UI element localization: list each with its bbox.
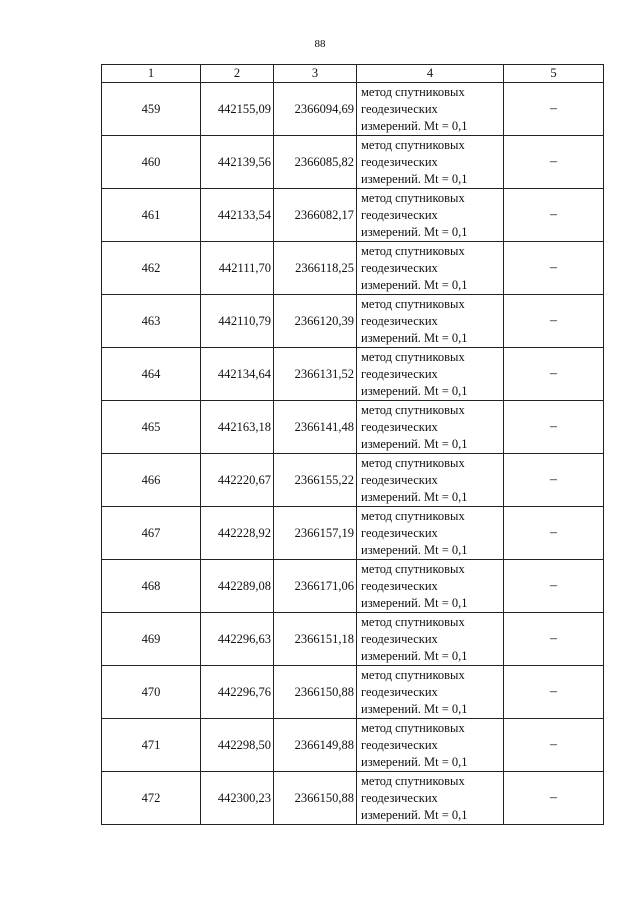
notes-cell: – [504, 295, 604, 348]
method-text-line: измерений. Mt = 0,1 [361, 171, 468, 186]
column-header: 3 [274, 65, 357, 83]
method-text-line: метод спутниковых [361, 773, 465, 788]
method-text-line: геодезических [361, 260, 438, 275]
notes-cell: – [504, 242, 604, 295]
method-cell [357, 189, 504, 242]
table-header-row [102, 65, 604, 83]
point-number-cell: 462 [102, 242, 201, 295]
table-row [102, 666, 604, 719]
column-header: 5 [504, 65, 604, 83]
y-coordinate-cell: 2366155,22 [274, 454, 357, 507]
point-number-cell: 471 [102, 719, 201, 772]
notes-cell: – [504, 454, 604, 507]
method-text-line: измерений. Mt = 0,1 [361, 754, 468, 769]
column-header: 2 [201, 65, 274, 83]
table-row [102, 507, 604, 560]
method-cell [357, 772, 504, 825]
x-coordinate-cell: 442155,09 [201, 83, 274, 136]
table-row [102, 560, 604, 613]
point-number-cell: 463 [102, 295, 201, 348]
method-text-line: метод спутниковых [361, 137, 465, 152]
method-text-line: измерений. Mt = 0,1 [361, 277, 468, 292]
method-text-line: геодезических [361, 472, 438, 487]
notes-cell: – [504, 772, 604, 825]
table-row [102, 401, 604, 454]
x-coordinate-cell: 442111,70 [201, 242, 274, 295]
x-coordinate-cell: 442289,08 [201, 560, 274, 613]
x-coordinate-cell: 442163,18 [201, 401, 274, 454]
y-coordinate-cell: 2366150,88 [274, 666, 357, 719]
method-text-line: геодезических [361, 313, 438, 328]
method-text-line: геодезических [361, 101, 438, 116]
method-cell [357, 719, 504, 772]
method-text-line: измерений. Mt = 0,1 [361, 224, 468, 239]
point-number-cell: 472 [102, 772, 201, 825]
method-text-line: измерений. Mt = 0,1 [361, 118, 468, 133]
method-cell [357, 83, 504, 136]
table-row [102, 295, 604, 348]
x-coordinate-cell: 442110,79 [201, 295, 274, 348]
point-number-cell: 460 [102, 136, 201, 189]
y-coordinate-cell: 2366082,17 [274, 189, 357, 242]
method-text-line: метод спутниковых [361, 243, 465, 258]
notes-cell: – [504, 666, 604, 719]
method-text-line: измерений. Mt = 0,1 [361, 595, 468, 610]
y-coordinate-cell: 2366151,18 [274, 613, 357, 666]
column-header: 4 [357, 65, 504, 83]
column-header: 1 [102, 65, 201, 83]
y-coordinate-cell: 2366131,52 [274, 348, 357, 401]
x-coordinate-cell: 442139,56 [201, 136, 274, 189]
method-text-line: геодезических [361, 790, 438, 805]
method-text-line: измерений. Mt = 0,1 [361, 807, 468, 822]
method-text-line: измерений. Mt = 0,1 [361, 489, 468, 504]
table-row [102, 772, 604, 825]
method-cell [357, 242, 504, 295]
method-text-line: геодезических [361, 419, 438, 434]
y-coordinate-cell: 2366150,88 [274, 772, 357, 825]
point-number-cell: 465 [102, 401, 201, 454]
x-coordinate-cell: 442220,67 [201, 454, 274, 507]
notes-cell: – [504, 507, 604, 560]
table-row [102, 83, 604, 136]
notes-cell: – [504, 83, 604, 136]
x-coordinate-cell: 442296,76 [201, 666, 274, 719]
method-cell [357, 613, 504, 666]
point-number-cell: 464 [102, 348, 201, 401]
table-row [102, 348, 604, 401]
method-text-line: метод спутниковых [361, 561, 465, 576]
method-text-line: метод спутниковых [361, 402, 465, 417]
table-row [102, 454, 604, 507]
notes-cell: – [504, 719, 604, 772]
method-text-line: геодезических [361, 525, 438, 540]
method-cell [357, 507, 504, 560]
point-number-cell: 469 [102, 613, 201, 666]
method-cell [357, 401, 504, 454]
method-cell [357, 560, 504, 613]
notes-cell: – [504, 560, 604, 613]
notes-cell: – [504, 613, 604, 666]
y-coordinate-cell: 2366094,69 [274, 83, 357, 136]
y-coordinate-cell: 2366085,82 [274, 136, 357, 189]
notes-cell: – [504, 348, 604, 401]
y-coordinate-cell: 2366118,25 [274, 242, 357, 295]
method-text-line: измерений. Mt = 0,1 [361, 701, 468, 716]
y-coordinate-cell: 2366120,39 [274, 295, 357, 348]
method-text-line: метод спутниковых [361, 296, 465, 311]
method-text-line: метод спутниковых [361, 455, 465, 470]
method-text-line: геодезических [361, 684, 438, 699]
notes-cell: – [504, 189, 604, 242]
method-text-line: метод спутниковых [361, 720, 465, 735]
method-text-line: метод спутниковых [361, 667, 465, 682]
method-text-line: метод спутниковых [361, 349, 465, 364]
x-coordinate-cell: 442296,63 [201, 613, 274, 666]
notes-cell: – [504, 401, 604, 454]
table-row [102, 242, 604, 295]
x-coordinate-cell: 442134,64 [201, 348, 274, 401]
point-number-cell: 467 [102, 507, 201, 560]
notes-cell: – [504, 136, 604, 189]
x-coordinate-cell: 442298,50 [201, 719, 274, 772]
method-text-line: измерений. Mt = 0,1 [361, 383, 468, 398]
point-number-cell: 461 [102, 189, 201, 242]
point-number-cell: 468 [102, 560, 201, 613]
method-text-line: измерений. Mt = 0,1 [361, 542, 468, 557]
point-number-cell: 466 [102, 454, 201, 507]
x-coordinate-cell: 442133,54 [201, 189, 274, 242]
point-number-cell: 459 [102, 83, 201, 136]
method-text-line: геодезических [361, 737, 438, 752]
method-text-line: геодезических [361, 207, 438, 222]
method-text-line: измерений. Mt = 0,1 [361, 648, 468, 663]
y-coordinate-cell: 2366149,88 [274, 719, 357, 772]
method-text-line: измерений. Mt = 0,1 [361, 330, 468, 345]
table-row [102, 719, 604, 772]
page-number: 88 [314, 38, 326, 50]
point-number-cell: 470 [102, 666, 201, 719]
y-coordinate-cell: 2366157,19 [274, 507, 357, 560]
method-text-line: геодезических [361, 366, 438, 381]
method-cell [357, 454, 504, 507]
x-coordinate-cell: 442300,23 [201, 772, 274, 825]
method-cell [357, 136, 504, 189]
y-coordinate-cell: 2366141,48 [274, 401, 357, 454]
table-row [102, 136, 604, 189]
method-text-line: метод спутниковых [361, 190, 465, 205]
x-coordinate-cell: 442228,92 [201, 507, 274, 560]
method-text-line: геодезических [361, 154, 438, 169]
table-row [102, 189, 604, 242]
coordinates-table [101, 64, 604, 825]
method-text-line: метод спутниковых [361, 84, 465, 99]
y-coordinate-cell: 2366171,06 [274, 560, 357, 613]
method-cell [357, 348, 504, 401]
table-row [102, 613, 604, 666]
method-text-line: метод спутниковых [361, 508, 465, 523]
method-text-line: измерений. Mt = 0,1 [361, 436, 468, 451]
method-text-line: метод спутниковых [361, 614, 465, 629]
method-cell [357, 666, 504, 719]
method-text-line: геодезических [361, 578, 438, 593]
method-text-line: геодезических [361, 631, 438, 646]
method-cell [357, 295, 504, 348]
